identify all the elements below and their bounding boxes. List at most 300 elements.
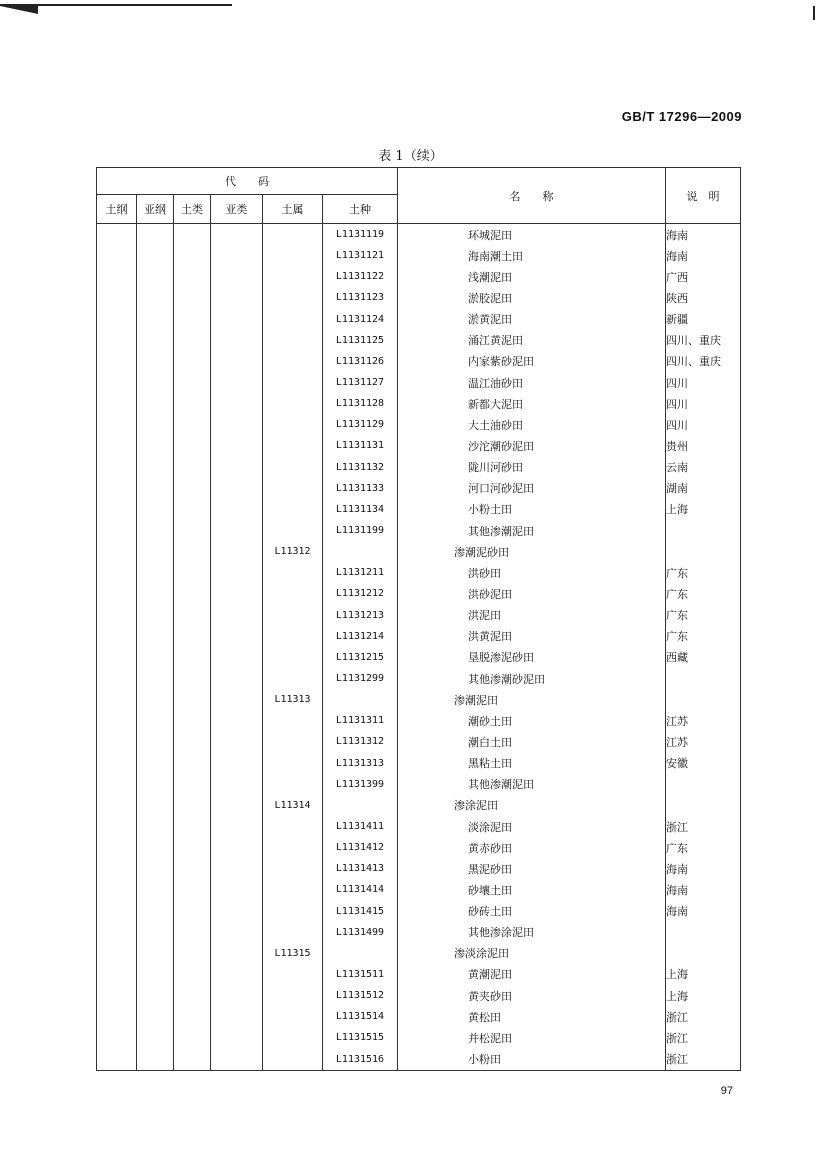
soil-species-code: L1131212 (323, 583, 398, 604)
soil-genus-code (263, 647, 323, 668)
page-number: 97 (720, 1085, 733, 1097)
subgroup-cell (211, 457, 263, 478)
soil-name-cell (398, 309, 666, 330)
soil-name: 小粉土田 (468, 503, 512, 517)
table-row (97, 922, 741, 943)
table-row (97, 668, 741, 689)
soil-name-cell (398, 647, 666, 668)
soil-group-cell (174, 266, 211, 287)
table-row (97, 774, 741, 795)
subgroup-cell (211, 1027, 263, 1048)
soil-order-cell (97, 499, 137, 520)
soil-order-cell (97, 710, 137, 731)
soil-name-cell (398, 499, 666, 520)
region-note (666, 795, 741, 816)
soil-genus-code (263, 1006, 323, 1027)
suborder-cell (137, 245, 174, 266)
suborder-cell (137, 266, 174, 287)
region-note: 海南 (666, 224, 741, 246)
soil-species-code: L1131211 (323, 562, 398, 583)
region-note: 浙江 (666, 1027, 741, 1048)
soil-order-cell (97, 266, 137, 287)
suborder-cell (137, 457, 174, 478)
soil-name: 大土油砂田 (468, 418, 523, 432)
subgroup-cell (211, 879, 263, 900)
region-note: 四川、重庆 (666, 330, 741, 351)
suborder-cell (137, 668, 174, 689)
table-row (97, 626, 741, 647)
soil-genus-code (263, 879, 323, 900)
soil-genus-code (263, 774, 323, 795)
table-row (97, 1006, 741, 1027)
suborder-cell (137, 583, 174, 604)
soil-species-code: L1131415 (323, 901, 398, 922)
soil-name: 海南潮土田 (468, 249, 523, 263)
soil-order-cell (97, 626, 137, 647)
soil-name: 其他渗潮泥田 (468, 524, 534, 538)
subgroup-cell (211, 710, 263, 731)
region-note: 海南 (666, 858, 741, 879)
soil-species-code: L1131313 (323, 753, 398, 774)
soil-group-cell (174, 774, 211, 795)
subgroup-cell (211, 562, 263, 583)
suborder-cell (137, 731, 174, 752)
soil-species-code: L1131214 (323, 626, 398, 647)
soil-name-cell (398, 605, 666, 626)
subgroup-cell (211, 245, 263, 266)
soil-order-cell (97, 605, 137, 626)
soil-order-cell (97, 985, 137, 1006)
soil-group-cell (174, 943, 211, 964)
soil-genus-code (263, 351, 323, 372)
subgroup-cell (211, 351, 263, 372)
table-row (97, 879, 741, 900)
soil-species-code: L1131119 (323, 224, 398, 246)
soil-species-code: L1131124 (323, 309, 398, 330)
soil-genus-code (263, 901, 323, 922)
soil-name: 黄夹砂田 (468, 989, 512, 1003)
suborder-cell (137, 414, 174, 435)
soil-group-cell (174, 879, 211, 900)
subgroup-cell (211, 774, 263, 795)
soil-group-cell (174, 647, 211, 668)
suborder-cell (137, 1027, 174, 1048)
soil-name-cell (398, 816, 666, 837)
soil-genus-header: 土属 (263, 195, 323, 224)
soil-order-cell (97, 879, 137, 900)
soil-name-cell (398, 985, 666, 1006)
soil-name-cell (398, 541, 666, 562)
region-note: 浙江 (666, 1006, 741, 1027)
soil-name: 环城泥田 (468, 228, 512, 242)
subgroup-cell (211, 626, 263, 647)
soil-name-cell (398, 1027, 666, 1048)
soil-order-cell (97, 224, 137, 246)
region-note (666, 668, 741, 689)
soil-name: 渗淡涂泥田 (454, 947, 509, 961)
soil-genus-code: L11312 (263, 541, 323, 562)
soil-genus-code (263, 964, 323, 985)
table-row (97, 816, 741, 837)
region-note: 四川、重庆 (666, 351, 741, 372)
soil-order-cell (97, 1048, 137, 1070)
soil-order-cell (97, 753, 137, 774)
table-row (97, 499, 741, 520)
soil-name: 砂壤土田 (468, 883, 512, 897)
subgroup-cell (211, 266, 263, 287)
soil-group-cell (174, 689, 211, 710)
soil-name: 垦脱渗泥砂田 (468, 651, 534, 665)
soil-group-cell (174, 414, 211, 435)
region-note: 广东 (666, 837, 741, 858)
table-header (97, 168, 741, 224)
soil-name-cell (398, 879, 666, 900)
soil-order-cell (97, 541, 137, 562)
subgroup-cell (211, 224, 263, 246)
table-row (97, 647, 741, 668)
soil-name: 潮白土田 (468, 735, 512, 749)
soil-genus-code (263, 605, 323, 626)
suborder-cell (137, 605, 174, 626)
soil-order-cell (97, 287, 137, 308)
soil-species-code (323, 795, 398, 816)
region-note: 广西 (666, 266, 741, 287)
soil-species-code: L1131399 (323, 774, 398, 795)
suborder-cell (137, 1048, 174, 1070)
suborder-cell (137, 224, 174, 246)
name-column-header: 名 称 (398, 168, 666, 224)
subgroup-cell (211, 330, 263, 351)
region-note: 西藏 (666, 647, 741, 668)
table-row (97, 266, 741, 287)
suborder-cell (137, 309, 174, 330)
soil-species-code: L1131132 (323, 457, 398, 478)
soil-name: 新都大泥田 (468, 397, 523, 411)
soil-name: 潮砂土田 (468, 714, 512, 728)
soil-group-cell (174, 901, 211, 922)
soil-name-cell (398, 583, 666, 604)
soil-order-cell (97, 1027, 137, 1048)
region-note (666, 520, 741, 541)
soil-name: 小粉田 (468, 1053, 501, 1067)
suborder-cell (137, 478, 174, 499)
suborder-cell (137, 393, 174, 414)
soil-name-cell (398, 1006, 666, 1027)
code-group-header: 代 码 (97, 168, 398, 195)
region-note: 贵州 (666, 435, 741, 456)
soil-name: 渗潮泥田 (454, 693, 498, 707)
subgroup-cell (211, 753, 263, 774)
subgroup-cell (211, 943, 263, 964)
edge-mark (813, 6, 815, 20)
soil-name: 黑粘土田 (468, 757, 512, 771)
soil-species-code: L1131299 (323, 668, 398, 689)
soil-genus-code (263, 583, 323, 604)
region-note: 安徽 (666, 753, 741, 774)
soil-genus-code (263, 731, 323, 752)
region-note: 江苏 (666, 731, 741, 752)
subgroup-cell (211, 372, 263, 393)
soil-genus-code (263, 478, 323, 499)
table-row (97, 731, 741, 752)
soil-genus-code (263, 985, 323, 1006)
soil-name: 涌江黄泥田 (468, 334, 523, 348)
soil-name: 其他渗潮泥田 (468, 778, 534, 792)
table-row (97, 287, 741, 308)
soil-genus-code (263, 816, 323, 837)
soil-genus-code: L11314 (263, 795, 323, 816)
region-note: 上海 (666, 964, 741, 985)
soil-species-code: L1131514 (323, 1006, 398, 1027)
soil-order-cell (97, 964, 137, 985)
region-note: 海南 (666, 245, 741, 266)
region-note: 江苏 (666, 710, 741, 731)
soil-order-cell (97, 774, 137, 795)
soil-group-cell (174, 372, 211, 393)
subgroup-cell (211, 689, 263, 710)
suborder-cell (137, 626, 174, 647)
soil-genus-code: L11313 (263, 689, 323, 710)
subgroup-cell (211, 858, 263, 879)
soil-name-cell (398, 922, 666, 943)
soil-order-cell (97, 309, 137, 330)
soil-order-cell (97, 457, 137, 478)
subgroup-header: 亚类 (211, 195, 263, 224)
soil-order-cell (97, 731, 137, 752)
table-row (97, 985, 741, 1006)
soil-species-code: L1131213 (323, 605, 398, 626)
soil-name-cell (398, 668, 666, 689)
soil-name-cell (398, 245, 666, 266)
subgroup-cell (211, 964, 263, 985)
soil-genus-code (263, 266, 323, 287)
table-row (97, 245, 741, 266)
corner-arrow-mark (0, 6, 38, 14)
suborder-cell (137, 647, 174, 668)
region-note: 四川 (666, 393, 741, 414)
soil-order-cell (97, 330, 137, 351)
soil-order-cell (97, 583, 137, 604)
suborder-cell (137, 520, 174, 541)
table-row (97, 1048, 741, 1070)
soil-genus-code (263, 224, 323, 246)
subgroup-cell (211, 435, 263, 456)
soil-name: 温江油砂田 (468, 376, 523, 390)
soil-name-cell (398, 964, 666, 985)
soil-species-code: L1131121 (323, 245, 398, 266)
region-note (666, 541, 741, 562)
soil-name-cell (398, 520, 666, 541)
soil-group-cell (174, 731, 211, 752)
soil-group-cell (174, 964, 211, 985)
soil-name-cell (398, 287, 666, 308)
subgroup-cell (211, 816, 263, 837)
soil-species-code: L1131199 (323, 520, 398, 541)
region-note (666, 922, 741, 943)
soil-name-cell (398, 351, 666, 372)
table-row (97, 224, 741, 246)
standard-code: GB/T 17296—2009 (621, 109, 742, 124)
soil-name: 浅潮泥田 (468, 270, 512, 284)
table-row (97, 457, 741, 478)
soil-group-cell (174, 816, 211, 837)
table-row (97, 710, 741, 731)
soil-genus-code (263, 287, 323, 308)
soil-group-cell (174, 541, 211, 562)
soil-name-cell (398, 731, 666, 752)
soil-name-cell (398, 710, 666, 731)
soil-name-cell (398, 414, 666, 435)
region-note: 陕西 (666, 287, 741, 308)
suborder-cell (137, 858, 174, 879)
soil-species-code: L1131122 (323, 266, 398, 287)
region-note: 浙江 (666, 1048, 741, 1070)
region-note: 湖南 (666, 478, 741, 499)
region-note: 海南 (666, 879, 741, 900)
soil-order-cell (97, 1006, 137, 1027)
suborder-cell (137, 774, 174, 795)
soil-name: 沙沱潮砂泥田 (468, 439, 534, 453)
region-note (666, 689, 741, 710)
soil-name: 陇川河砂田 (468, 461, 523, 475)
soil-species-code (323, 689, 398, 710)
soil-name-cell (398, 901, 666, 922)
soil-name-cell (398, 224, 666, 246)
soil-genus-code (263, 1048, 323, 1070)
subgroup-cell (211, 985, 263, 1006)
soil-group-cell (174, 1006, 211, 1027)
soil-species-code (323, 943, 398, 964)
soil-name: 并松泥田 (468, 1031, 512, 1045)
table-row (97, 520, 741, 541)
soil-genus-code (263, 372, 323, 393)
soil-genus-code (263, 414, 323, 435)
soil-name: 淡涂泥田 (468, 820, 512, 834)
soil-genus-code (263, 858, 323, 879)
soil-species-code: L1131128 (323, 393, 398, 414)
suborder-cell (137, 816, 174, 837)
table-row (97, 562, 741, 583)
soil-species-code: L1131125 (323, 330, 398, 351)
soil-species-code: L1131413 (323, 858, 398, 879)
subgroup-cell (211, 478, 263, 499)
soil-order-cell (97, 837, 137, 858)
region-note (666, 774, 741, 795)
suborder-header: 亚纲 (137, 195, 174, 224)
soil-name-cell (398, 795, 666, 816)
soil-genus-code (263, 245, 323, 266)
soil-genus-code (263, 562, 323, 583)
subgroup-cell (211, 668, 263, 689)
table-body (97, 224, 741, 1071)
soil-order-cell (97, 816, 137, 837)
table-row (97, 414, 741, 435)
soil-genus-code (263, 1027, 323, 1048)
soil-group-cell (174, 499, 211, 520)
soil-name: 砂砖土田 (468, 905, 512, 919)
soil-group-cell (174, 309, 211, 330)
soil-species-code: L1131515 (323, 1027, 398, 1048)
table-row (97, 309, 741, 330)
soil-name-cell (398, 478, 666, 499)
suborder-cell (137, 964, 174, 985)
soil-genus-code (263, 753, 323, 774)
subgroup-cell (211, 647, 263, 668)
soil-order-cell (97, 520, 137, 541)
soil-species-code: L1131411 (323, 816, 398, 837)
soil-genus-code (263, 393, 323, 414)
table-row (97, 943, 741, 964)
soil-genus-code (263, 309, 323, 330)
soil-name: 内家紫砂泥田 (468, 355, 534, 369)
soil-name-cell (398, 457, 666, 478)
suborder-cell (137, 372, 174, 393)
soil-species-code: L1131516 (323, 1048, 398, 1070)
table-row (97, 372, 741, 393)
table-row (97, 1027, 741, 1048)
soil-name: 洪砂泥田 (468, 587, 512, 601)
subgroup-cell (211, 520, 263, 541)
soil-genus-code (263, 837, 323, 858)
note-column-header: 说 明 (666, 168, 741, 224)
soil-species-code: L1131311 (323, 710, 398, 731)
soil-species-header: 土种 (323, 195, 398, 224)
region-note: 广东 (666, 583, 741, 604)
table-caption: 表 1（续） (378, 149, 443, 164)
soil-group-cell (174, 245, 211, 266)
suborder-cell (137, 562, 174, 583)
soil-name: 洪黄泥田 (468, 630, 512, 644)
soil-order-cell (97, 647, 137, 668)
region-note: 云南 (666, 457, 741, 478)
region-note: 海南 (666, 901, 741, 922)
soil-name: 黄潮泥田 (468, 968, 512, 982)
soil-name: 其他渗潮砂泥田 (468, 672, 545, 686)
table-row (97, 393, 741, 414)
suborder-cell (137, 879, 174, 900)
soil-order-cell (97, 414, 137, 435)
soil-classification-table (96, 167, 741, 1071)
table-row (97, 795, 741, 816)
soil-group-cell (174, 795, 211, 816)
subgroup-cell (211, 605, 263, 626)
soil-group-cell (174, 330, 211, 351)
table-row (97, 689, 741, 710)
soil-group-cell (174, 520, 211, 541)
soil-name: 洪泥田 (468, 609, 501, 623)
table-row (97, 583, 741, 604)
table-row (97, 435, 741, 456)
soil-order-cell (97, 943, 137, 964)
suborder-cell (137, 1006, 174, 1027)
table-row (97, 541, 741, 562)
suborder-cell (137, 287, 174, 308)
suborder-cell (137, 541, 174, 562)
suborder-cell (137, 837, 174, 858)
soil-name: 黄赤砂田 (468, 841, 512, 855)
region-note: 四川 (666, 414, 741, 435)
table-row (97, 753, 741, 774)
soil-name-cell (398, 689, 666, 710)
soil-genus-code (263, 499, 323, 520)
soil-order-cell (97, 245, 137, 266)
soil-order-cell (97, 435, 137, 456)
region-note: 上海 (666, 499, 741, 520)
soil-name-cell (398, 1048, 666, 1070)
soil-genus-code (263, 520, 323, 541)
soil-group-cell (174, 583, 211, 604)
table-row (97, 837, 741, 858)
